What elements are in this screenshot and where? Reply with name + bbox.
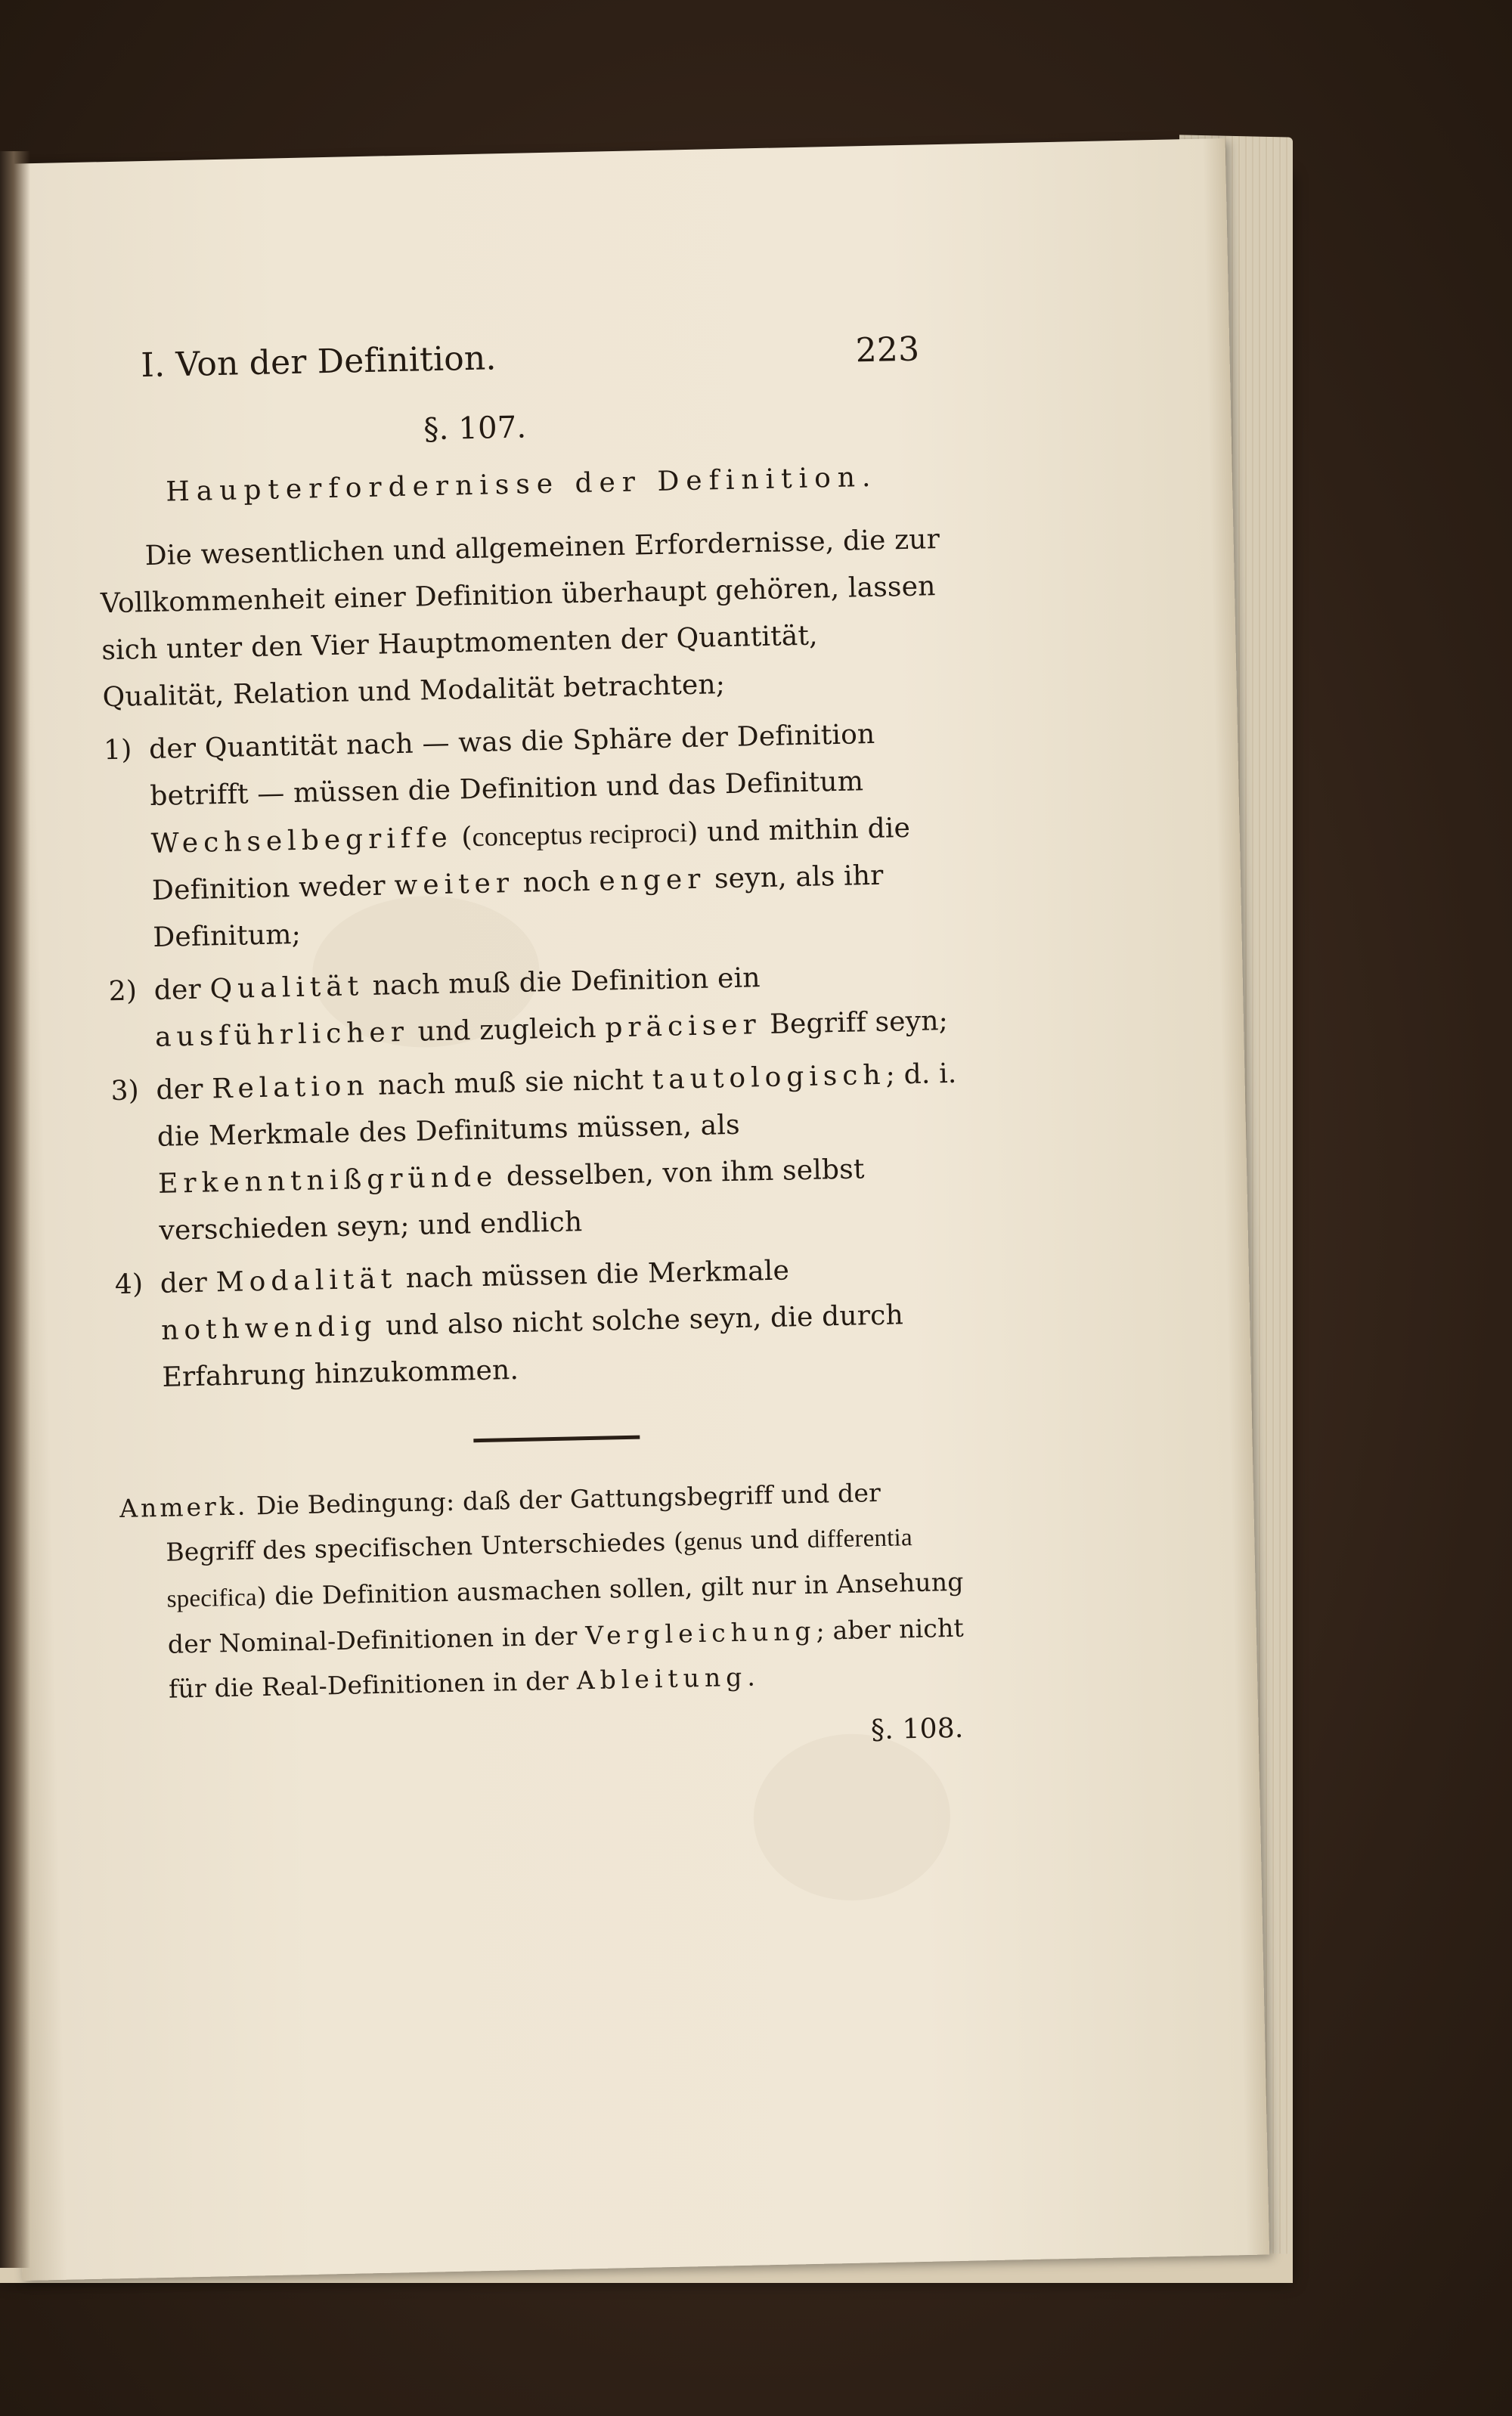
remark-text: Anmerk. Die Bedingung: daß der Gattungsbegriff und der Begriff des specifischen Unterschiedes (genus und differentia specifica) die Definition ausmachen sollen, gilt nur in Ansehung der Nominal-Definitionen in der Vergleichung; aber nicht für die Real-Definitionen in der Ableitung. [119, 1477, 965, 1704]
remark-note [119, 1469, 971, 1712]
page-number: 223 [855, 330, 920, 370]
book-gutter [0, 151, 30, 2268]
paper-stain [752, 1732, 953, 1902]
item-text: der Quantität nach — was die Sphäre der Definition betrifft — müssen die Definition und das Definitum Wechselbegriffe (conceptus reciproci) und mithin die Definition weder weiter noch enger seyn, als ihr Definitum; [148, 718, 911, 953]
section-divider [473, 1436, 640, 1443]
emphasis: Ableitung [576, 1662, 748, 1696]
emphasis: enger [598, 863, 706, 897]
emphasis: ausführlicher [154, 1016, 410, 1053]
item-text: der Relation nach muß sie nicht tautologisch; d. i. die Merkmale des Definitums müssen, als Erkenntnißgründe desselben, von ihm selbst verschieden seyn; und endlich [156, 1058, 957, 1247]
intro-paragraph: Die wesentlichen und allgemeinen Erfordernisse, die zur Vollkommenheit einer Definition überhaupt gehören, lassen sich unter den Vier Hauptmomenten der Quantität, Qualität, Relation und Modalität betrachten; [100, 524, 940, 714]
list-item [103, 710, 954, 962]
catchword: §. 108. [870, 1712, 964, 1746]
remark-label: Anmerk. [119, 1491, 249, 1524]
emphasis: Erkenntnißgründe [157, 1161, 498, 1200]
book-page [0, 138, 1269, 2281]
chapter-title: I. Von der Definition. [140, 339, 497, 386]
latin-term: genus [683, 1527, 743, 1556]
latin-term: conceptus reciproci [472, 817, 688, 853]
list-item [108, 951, 956, 1062]
section-title: Haupterfordernisse der Definition. [165, 461, 878, 508]
item-text: der Modalität nach müssen die Merkmale nothwendig und also nicht solche seyn, die durch Erfahrung hinzukommen. [160, 1255, 904, 1393]
emphasis: nothwendig [160, 1310, 378, 1346]
list-item [110, 1051, 961, 1256]
item-number: 4) [114, 1268, 144, 1301]
emphasis: weiter [394, 867, 515, 902]
emphasis: Wechselbegriffe [150, 822, 454, 860]
emphasis: Modalität [215, 1263, 398, 1299]
item-text: der Qualität nach muß die Definition ein ausführlicher und zugleich präciser Begriff seyn; [153, 962, 949, 1053]
emphasis: Vergleichung [584, 1615, 816, 1651]
emphasis: tautologisch [652, 1059, 887, 1096]
item-number: 3) [110, 1075, 140, 1107]
emphasis: Relation [211, 1070, 370, 1105]
section-number: §. 107. [423, 410, 527, 448]
item-number: 1) [103, 734, 132, 767]
running-head [95, 326, 943, 390]
latin-term: differentia specifica [166, 1524, 913, 1613]
list-item [114, 1244, 964, 1402]
emphasis: Qualität [209, 971, 364, 1005]
emphasis: präciser [604, 1009, 762, 1044]
page-content [95, 326, 971, 1770]
item-number: 2) [108, 975, 138, 1008]
